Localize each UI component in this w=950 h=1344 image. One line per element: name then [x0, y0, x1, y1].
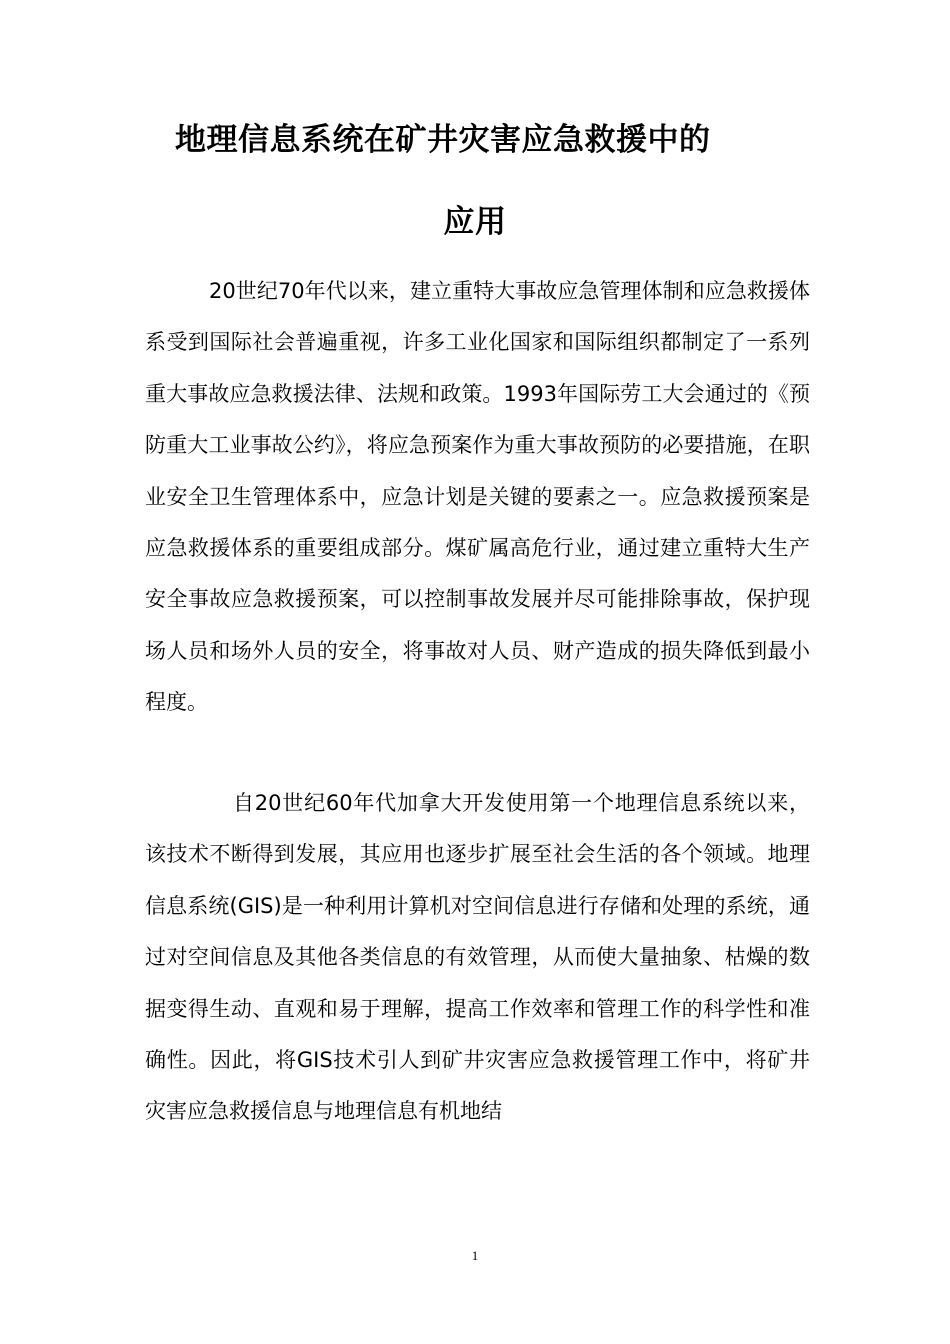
body-paragraph-1: 20世纪70年代以来，建立重特大事故应急管理体制和应急救援体系受到国际社会普遍重视，许多工业化国家和国际组织都制定了一系列重大事故应急救援法律、法规和政策。1993年国际劳工大会通过的《预防重大工业事故公约》，将应急预案作为重大事故预防的必要措施，在职业安全卫生管理体系中，应急计划是关键的要素之一。应急救援预案是应急救援体系的重要组成部分。煤矿属高危行业，通过建立重特大生产安全事故应急救援预案，可以控制事故发展并尽可能排除事故，保护现场人员和场外人员的安全，将事故对人员、财产造成的损失降低到最小程度。	[145, 279, 810, 715]
document-title-line-1: 地理信息系统在矿井灾害应急救援中的	[175, 122, 711, 158]
body-paragraph-2: 自20世纪60年代加拿大开发使用第一个地理信息系统以来，该技术不断得到发展，其应用也逐步扩展至社会生活的各个领域。地理信息系统(GIS)是一种利用计算机对空间信息进行存储和处理的系统，通过对空间信息及其他各类信息的有效管理，从而使大量抽象、枯燥的数据变得生动、直观和易于理解，提高工作效率和管理工作的科学性和准确性。因此，将GIS技术引人到矿井灾害应急救援管理工作中，将矿井灾害应急救援信息与地理信息有机地结	[145, 791, 810, 1124]
page-number: 1	[471, 1248, 479, 1263]
document-title-line-2: 应用	[443, 204, 507, 240]
